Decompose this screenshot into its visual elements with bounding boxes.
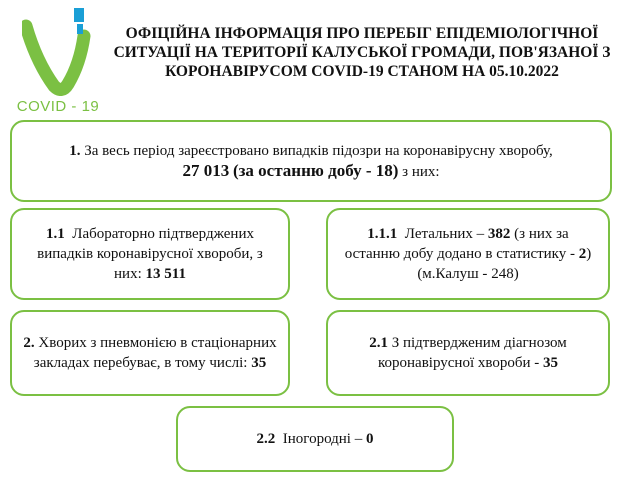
page-title: ОФІЦІЙНА ІНФОРМАЦІЯ ПРО ПЕРЕБІГ ЕПІДЕМІОЛОГІЧНОЇ СИТУАЦІЇ НА ТЕРИТОРІЇ КАЛУСЬКОЇ ГРОМАДИ, ПОВ'ЯЗАНОЇ З КОРОНАВІРУСОМ COVID-19 СТАНОМ НА 05.10.2022 [113, 25, 611, 80]
total-value: 27 013 [182, 160, 230, 180]
today-value: (за останню добу - 18) [232, 160, 399, 180]
confirmed-value: 13 511 [145, 266, 186, 282]
box-number: 2.1 [369, 335, 388, 351]
box-number: 1. [69, 142, 81, 159]
covid-logo [8, 6, 108, 116]
box-text: Лабораторно підтверджених випадків коронавірусної хвороби, з них: [37, 226, 263, 282]
box-pneumonia [10, 310, 290, 396]
box-confirmed-diagnosis [326, 310, 610, 396]
kalush-label: ) (м.Калуш - [417, 246, 592, 282]
box-number: 2. [23, 335, 35, 351]
virus-v-icon [22, 6, 102, 96]
box-text: Хворих з пневмонією в стаціонарних закладах перебуває, в тому числі: [33, 335, 277, 371]
box-number: 2.2 [256, 431, 276, 447]
lethal-label: Летальних – [404, 226, 485, 242]
box-number: 1.1 [46, 226, 65, 242]
box-text: За весь період зареєстровано випадків підозри на коронавірусну хворобу, [84, 142, 553, 159]
diagnosis-value: 35 [543, 355, 558, 371]
lethal-text: (з них за останню добу додано в статистику - [344, 226, 576, 262]
box-text: Іногородні – [282, 431, 363, 447]
pneumonia-value: 35 [251, 355, 267, 371]
suffix-text: з них: [402, 163, 440, 180]
box-lab-confirmed [10, 208, 290, 300]
closing-paren: ) [513, 266, 519, 282]
box-lethal [326, 208, 610, 300]
logo-text: COVID - 19 [16, 98, 100, 115]
nonresidents-value: 0 [365, 431, 374, 447]
added-value: 2 [578, 246, 587, 262]
box-number: 1.1.1 [367, 226, 398, 242]
lethal-value: 382 [487, 226, 511, 242]
box-text: З підтвердженим діагнозом коронавірусної хвороби - [378, 335, 567, 371]
box-total-suspected [10, 120, 612, 202]
kalush-value: 248 [491, 266, 514, 282]
box-nonresidents [176, 406, 454, 472]
